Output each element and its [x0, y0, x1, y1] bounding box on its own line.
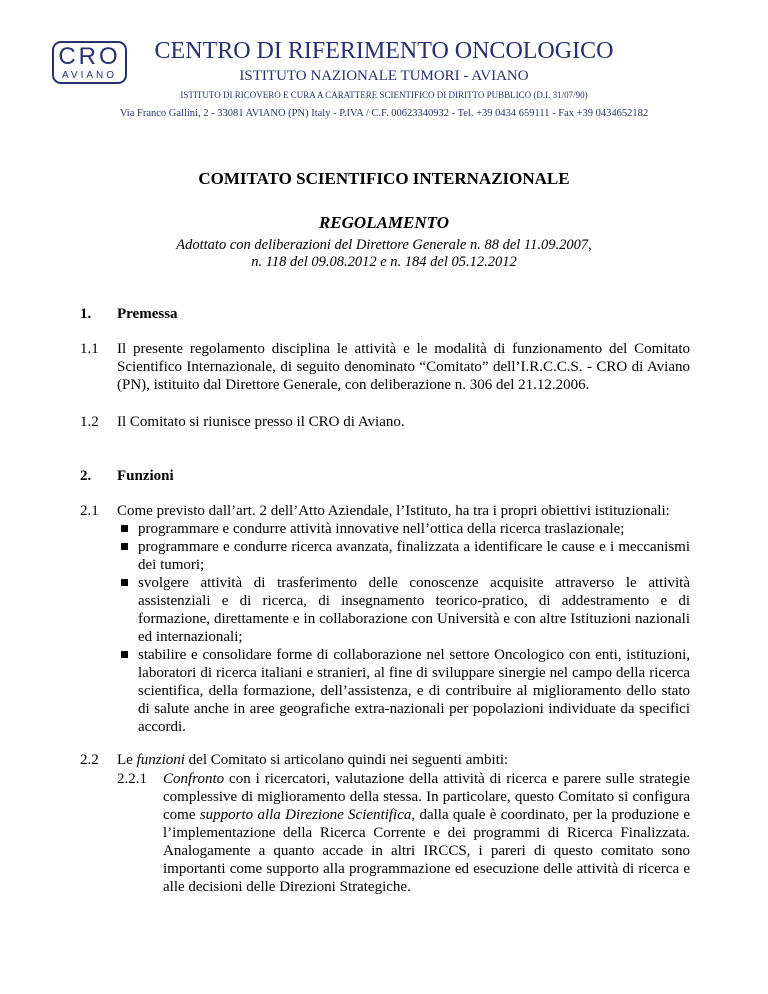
logo-text-cro: CRO — [58, 43, 121, 70]
section-number: 2. — [80, 468, 92, 484]
institution-title: CENTRO DI RIFERIMENTO ONCOLOGICO — [154, 38, 614, 64]
section-title: Premessa — [117, 306, 178, 322]
paragraph-2-2 — [80, 751, 690, 769]
document-title: REGOLAMENTO — [318, 213, 450, 232]
section-title: Funzioni — [117, 468, 174, 484]
text-emphasis: Confronto — [163, 771, 225, 787]
text-run: , dalla quale è coordinato, per la produzione e l’implementazione della Ricerca Corrente e dei programmi di Ricerca Finalizzata. Analogamente a quanto accade in altri IRCCS, i pareri di questo comitato sono importanti come supporto alla programmazione ed esecuzione delle attività di ricerca e alle decisioni delle Direzioni Strategiche. — [163, 807, 690, 895]
adoption-note — [0, 237, 768, 271]
list-item: programmare e condurre attività innovative nell’ottica della ricerca traslazionale; — [117, 520, 690, 538]
address-line: Via Franco Gallini, 2 - 33081 AVIANO (PN) Italy - P.IVA / C.F. 00623340932 - Tel. +39 0434 659111 - Fax +39 0434652182 — [119, 108, 649, 119]
paragraph-2-1 — [80, 502, 690, 736]
paragraph-2-2-1 — [117, 770, 690, 896]
paragraph-intro: Come previsto dall’art. 2 dell’Atto Aziendale, l’Istituto, ha tra i propri obiettivi istituzionali: — [117, 503, 670, 519]
paragraph-number: 1.1 — [80, 341, 99, 357]
adoption-line-1: Adottato con deliberazioni del Direttore Generale n. 88 del 11.09.2007, — [176, 237, 592, 253]
paragraph-text: Il presente regolamento disciplina le attività e le modalità di funzionamento del Comitato Scientifico Internazionale, di seguito denominato “Comitato” dell’I.R.C.C.S. - CRO di Aviano (PN), istituito dal Direttore Generale, con deliberazione n. 306 del 21.12.2006. — [117, 341, 690, 393]
institution-subtitle: ISTITUTO NAZIONALE TUMORI - AVIANO — [239, 68, 529, 84]
text-run: con i ricercatori, valutazione della attività di ricerca e parere sulle strategie complessive di miglioramento della stessa. In particolare, questo Comitato si configura come — [163, 771, 690, 823]
adoption-line-2: n. 118 del 09.08.2012 e n. 184 del 05.12.2012 — [251, 254, 517, 270]
committee-title: COMITATO SCIENTIFICO INTERNAZIONALE — [198, 169, 570, 188]
logo-text-aviano: AVIANO — [61, 70, 118, 81]
paragraph-1-2 — [80, 413, 690, 431]
institution-legal-line: ISTITUTO DI RICOVERO E CURA A CARATTERE SCIENTIFICO DI DIRITTO PUBBLICO (D.I. 31/07/90) — [180, 90, 588, 100]
text-emphasis: funzioni — [136, 752, 185, 768]
text-run: Le — [117, 752, 137, 768]
paragraph-1-1 — [80, 340, 690, 394]
section-number: 1. — [80, 306, 92, 322]
paragraph-number: 2.2 — [80, 752, 99, 768]
paragraph-text — [117, 751, 690, 769]
text-emphasis: supporto alla Direzione Scientifica — [199, 807, 412, 823]
list-item: stabilire e consolidare forme di collaborazione nel settore Oncologico con enti, istituzioni, laboratori di ricerca italiani e stranieri, al fine di sviluppare sinergie nel campo della ricerca scientifica, della formazione, dell’assistenza, e di contribuire al miglioramento dello stato di salute anche in aree geografiche extra-nazionali per popolazioni individuate da specifici accordi. — [117, 646, 690, 736]
cro-logo — [52, 41, 127, 84]
section-2-heading — [80, 467, 174, 485]
paragraph-text — [163, 770, 690, 896]
text-run: del Comitato si articolano quindi nei seguenti ambiti: — [184, 752, 509, 768]
paragraph-number: 2.2.1 — [117, 771, 147, 787]
paragraph-text — [117, 502, 690, 736]
list-item: programmare e condurre ricerca avanzata, finalizzata a identificare le cause e i meccanismi dei tumori; — [117, 538, 690, 574]
section-1-heading — [80, 305, 178, 323]
paragraph-number: 1.2 — [80, 414, 99, 430]
list-item: svolgere attività di trasferimento delle conoscenze acquisite attraverso le attività assistenziali e di ricerca, di insegnamento teorico-pratico, di addestramento e di formazione, direttamente e in collaborazione con Università e con altre Istituzioni nazionali ed internazionali; — [117, 574, 690, 646]
paragraph-text: Il Comitato si riunisce presso il CRO di Aviano. — [117, 414, 405, 430]
paragraph-number: 2.1 — [80, 503, 99, 519]
